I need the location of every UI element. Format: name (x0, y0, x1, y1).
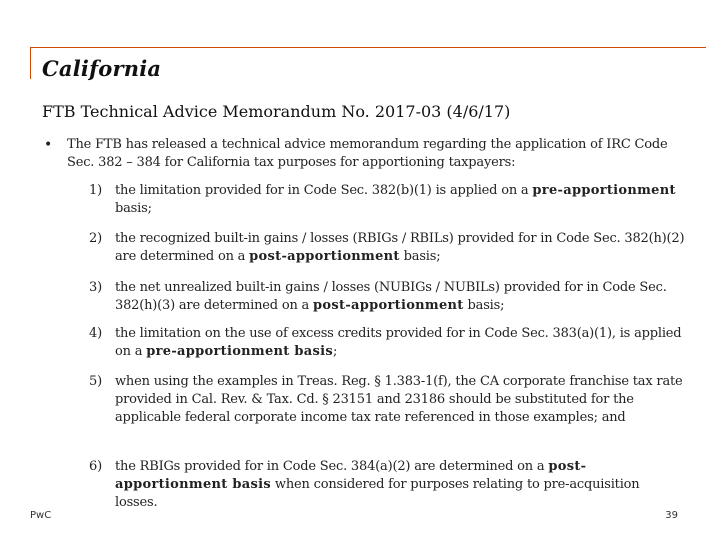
list-item-text: the RBIGs provided for in Code Sec. 384(a)(2) are determined on a post-apportionment basis when considered for purposes relating to pre-acquisition losses. (115, 459, 640, 510)
intro-paragraph: The FTB has released a technical advice memorandum regarding the application of IRC Code Sec. 382 – 384 for California tax purposes for apportioning taxpayers: (67, 137, 668, 170)
title-accent-bracket (30, 47, 31, 79)
list-item-text: the limitation provided for in Code Sec. 382(b)(1) is applied on a pre-apportionment basis; (115, 183, 676, 216)
list-item-text: the net unrealized built-in gains / losses (NUBIGs / NUBILs) provided for in Code Sec. 382(h)(3) are determined on a post-apportionment basis; (115, 280, 667, 313)
list-item-text: when using the examples in Treas. Reg. § 1.383-1(f), the CA corporate franchise tax rate provided in Cal. Rev. & Tax. Cd. § 23151 and 23186 should be substituted for the applicable federal corporate income tax rate referenced in those examples; and (115, 374, 683, 425)
emphasis: post-apportionment basis (115, 459, 587, 492)
title-accent-line (30, 47, 706, 48)
section-heading: FTB Technical Advice Memorandum No. 2017-03 (4/6/17) (42, 102, 511, 121)
emphasis: post-apportionment (249, 249, 400, 264)
footer-brand: PwC (30, 510, 52, 521)
list-item-number: 1) (89, 183, 102, 198)
emphasis: pre-apportionment (532, 183, 676, 198)
list-item-number: 3) (89, 280, 102, 295)
slide-title: California (42, 56, 162, 81)
list-item-number: 5) (89, 374, 102, 389)
list-item-number: 4) (89, 326, 102, 341)
emphasis: pre-apportionment basis (146, 344, 334, 359)
list-item-number: 6) (89, 459, 102, 474)
bullet-marker: • (44, 137, 53, 153)
page-number: 39 (665, 510, 678, 521)
list-item-text: the recognized built-in gains / losses (RBIGs / RBILs) provided for in Code Sec. 382(h)(2) are determined on a post-apportionment basis; (115, 231, 685, 264)
list-item-number: 2) (89, 231, 102, 246)
emphasis: post-apportionment (313, 298, 464, 313)
list-item-text: the limitation on the use of excess credits provided for in Code Sec. 383(a)(1), is applied on a pre-apportionment basis; (115, 326, 682, 359)
